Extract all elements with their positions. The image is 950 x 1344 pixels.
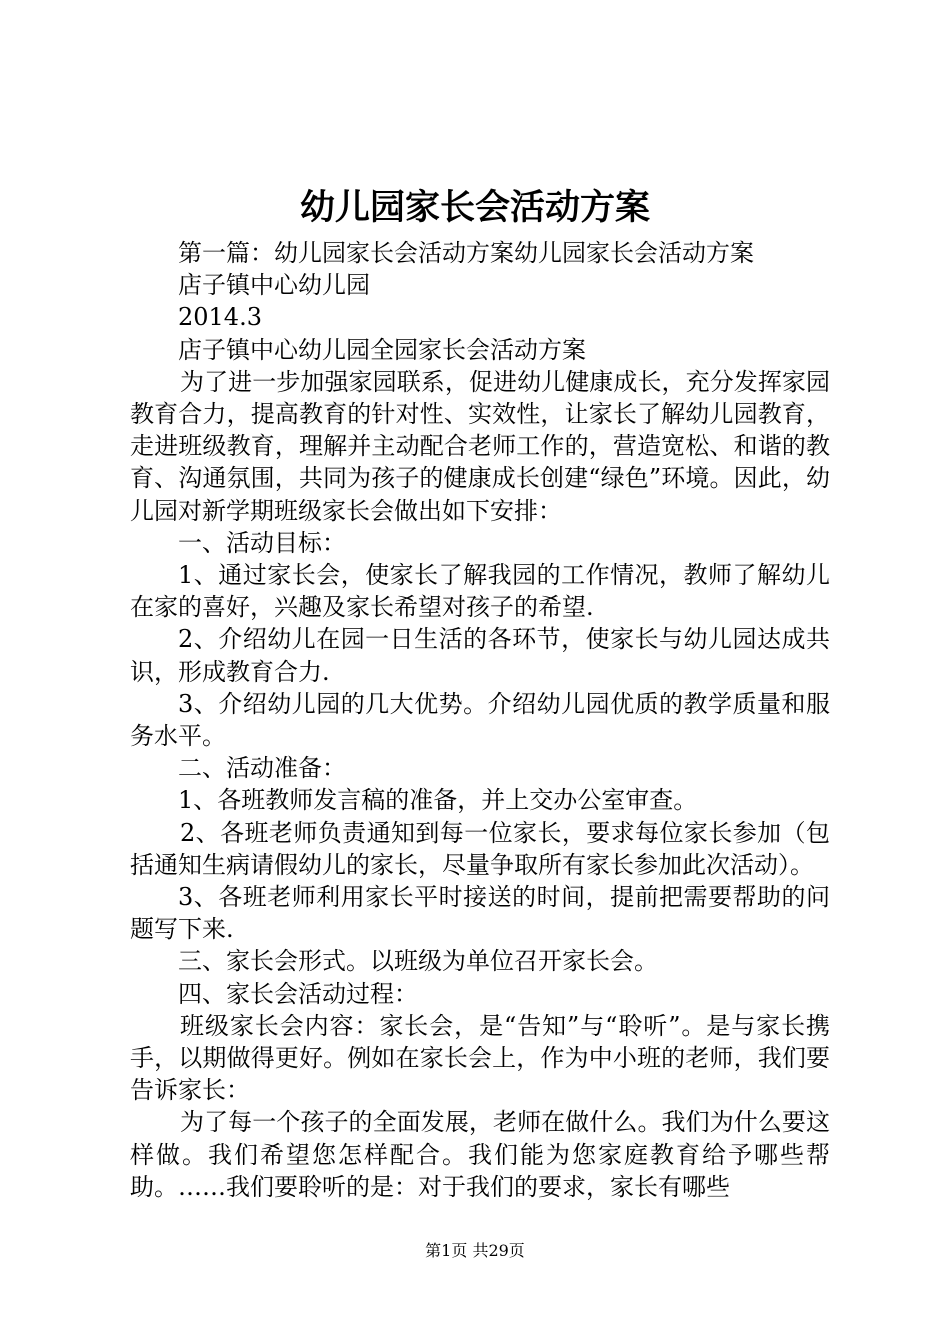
paragraph-prep-2: 2、各班老师负责通知到每一位家长，要求每位家长参加（包括通知生病请假幼儿的家长，尽量争取所有家长参加此次活动）。 <box>130 818 830 879</box>
section-heading-goals: 一、活动目标： <box>178 528 346 557</box>
paragraph-goal-1: 1、通过家长会，使家长了解我园的工作情况，教师了解幼儿在家的喜好，兴趣及家长希望对孩子的希望. <box>130 561 830 622</box>
paragraph-date: 2014.3 <box>178 303 262 332</box>
paragraph-goal-2: 2、介绍幼儿在园一日生活的各环节，使家长与幼儿园达成共识，形成教育合力. <box>130 625 830 686</box>
document-title: 幼儿园家长会活动方案 <box>299 187 650 228</box>
paragraph-plan-title: 店子镇中心幼儿园全园家长会活动方案 <box>178 335 586 364</box>
section-heading-process: 四、家长会活动过程： <box>178 979 418 1008</box>
document-body <box>130 237 830 1203</box>
page-footer: 第1页 共29页 <box>425 1241 525 1260</box>
paragraph-intro: 为了进一步加强家园联系，促进幼儿健康成长，充分发挥家园教育合力，提高教育的针对性、实效性，让家长了解幼儿园教育，走进班级教育，理解并主动配合老师工作的，营造宽松、和谐的教育、沟通氛围，共同为孩子的健康成长创建“绿色”环境。因此，幼儿园对新学期班级家长会做出如下安排： <box>130 367 830 525</box>
paragraph-school-name: 店子镇中心幼儿园 <box>178 271 370 300</box>
paragraph-teacher-actions: 为了每一个孩子的全面发展，老师在做什么。我们为什么要这样做。我们希望您怎样配合。我们能为您家庭教育给予哪些帮助。……我们要聆听的是：对于我们的要求，家长有哪些 <box>130 1108 830 1201</box>
paragraph-class-meeting: 班级家长会内容：家长会，是“告知”与“聆听”。是与家长携手，以期做得更好。例如在家长会上，作为中小班的老师，我们要告诉家长： <box>130 1011 830 1105</box>
section-heading-format: 三、家长会形式。以班级为单位召开家长会。 <box>178 947 658 976</box>
paragraph-heading-part-one: 第一篇：幼儿园家长会活动方案幼儿园家长会活动方案 <box>178 239 754 267</box>
paragraph-prep-1: 1、各班教师发言稿的准备，并上交办公室审查。 <box>178 786 698 815</box>
section-heading-preparation: 二、活动准备： <box>178 754 346 783</box>
paragraph-prep-3: 3、各班老师利用家长平时接送的时间，提前把需要帮助的问题写下来. <box>130 883 830 944</box>
paragraph-goal-3: 3、介绍幼儿园的几大优势。介绍幼儿园优质的教学质量和服务水平。 <box>130 689 830 751</box>
